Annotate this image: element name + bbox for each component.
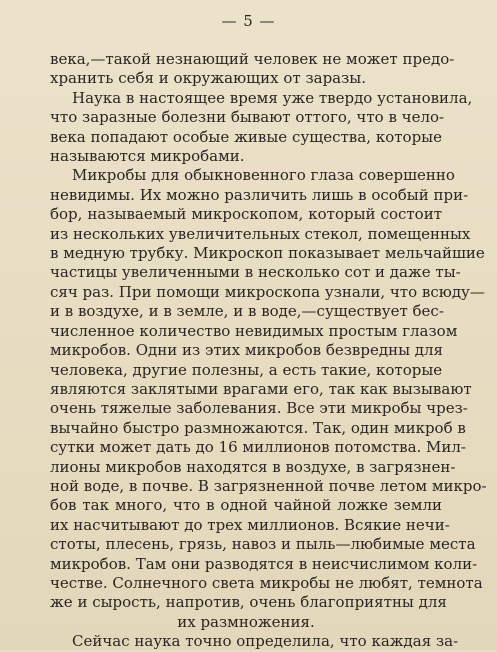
text-line: и в воздухе, и в земле, и в воде,—существует бес- xyxy=(50,302,444,321)
text-line: Микробы для обыкновенного глаза совершенно xyxy=(72,166,455,185)
text-line: честве. Солнечного света микробы не любят, темнота xyxy=(50,573,483,592)
text-line: что заразные болезни бывают оттого, что в чело- xyxy=(50,108,445,127)
text-line: бов так много, что в одной чайной ложке земли xyxy=(50,496,442,515)
page-number: — 5 — xyxy=(221,12,276,30)
text-line: же и сырость, напротив, очень благоприятны для xyxy=(50,593,447,612)
text-line: Сейчас наука точно определила, что каждая за- xyxy=(72,632,459,651)
text-line: в медную трубку. Микроскоп показывает мельчайшие xyxy=(50,244,485,263)
text-line: века,—такой незнающий человек не может предо- xyxy=(50,50,455,68)
text-line: их размножения. xyxy=(177,612,315,631)
text-line: человека, другие полезны, а есть такие, которые xyxy=(50,360,443,379)
text-line: микробов. Там они разводятся в неисчислимом коли- xyxy=(50,554,478,573)
text-line: численное количество невидимых простым глазом xyxy=(50,321,458,340)
text-line: очень тяжелые заболевания. Все эти микробы чрез- xyxy=(50,399,468,418)
body-text xyxy=(50,50,487,652)
text-line: бор, называемый микроскопом, который состоит xyxy=(50,205,442,224)
text-line: Наука в настоящее время уже твердо установила, xyxy=(72,88,473,107)
text-line: вычайно быстро размножаются. Так, один микроб в xyxy=(50,418,466,437)
text-line: называются микробами. xyxy=(50,147,245,166)
text-line: сутки может дать до 16 миллионов потомства. Мил- xyxy=(50,438,467,457)
text-line: невидимы. Их можно различить лишь в особый при- xyxy=(50,185,469,204)
text-line: хранить себя и окружающих от заразы. xyxy=(50,69,366,88)
text-line: их насчитывают до трех миллионов. Всякие нечи- xyxy=(50,515,450,534)
text-line: микробов. Одни из этих микробов безвредны для xyxy=(50,341,444,360)
text-line: являются заклятыми врагами его, так как вызывают xyxy=(50,379,472,398)
text-line: сяч раз. При помощи микроскопа узнали, что всюду— xyxy=(50,282,485,301)
text-line: лионы микробов находятся в воздухе, в загрязнен- xyxy=(50,457,456,476)
text-line: ной воде, в почве. В загрязненной почве летом микро- xyxy=(50,476,487,495)
text-line: века попадают особые живые существа, которые xyxy=(50,127,442,146)
text-line: стоты, плесень, грязь, навоз и пыль—любимые места xyxy=(50,535,476,554)
text-line: частицы увеличенными в несколько сот и даже ты- xyxy=(50,263,461,282)
text-line: из нескольких увеличительных стекол, помещенных xyxy=(50,224,471,243)
